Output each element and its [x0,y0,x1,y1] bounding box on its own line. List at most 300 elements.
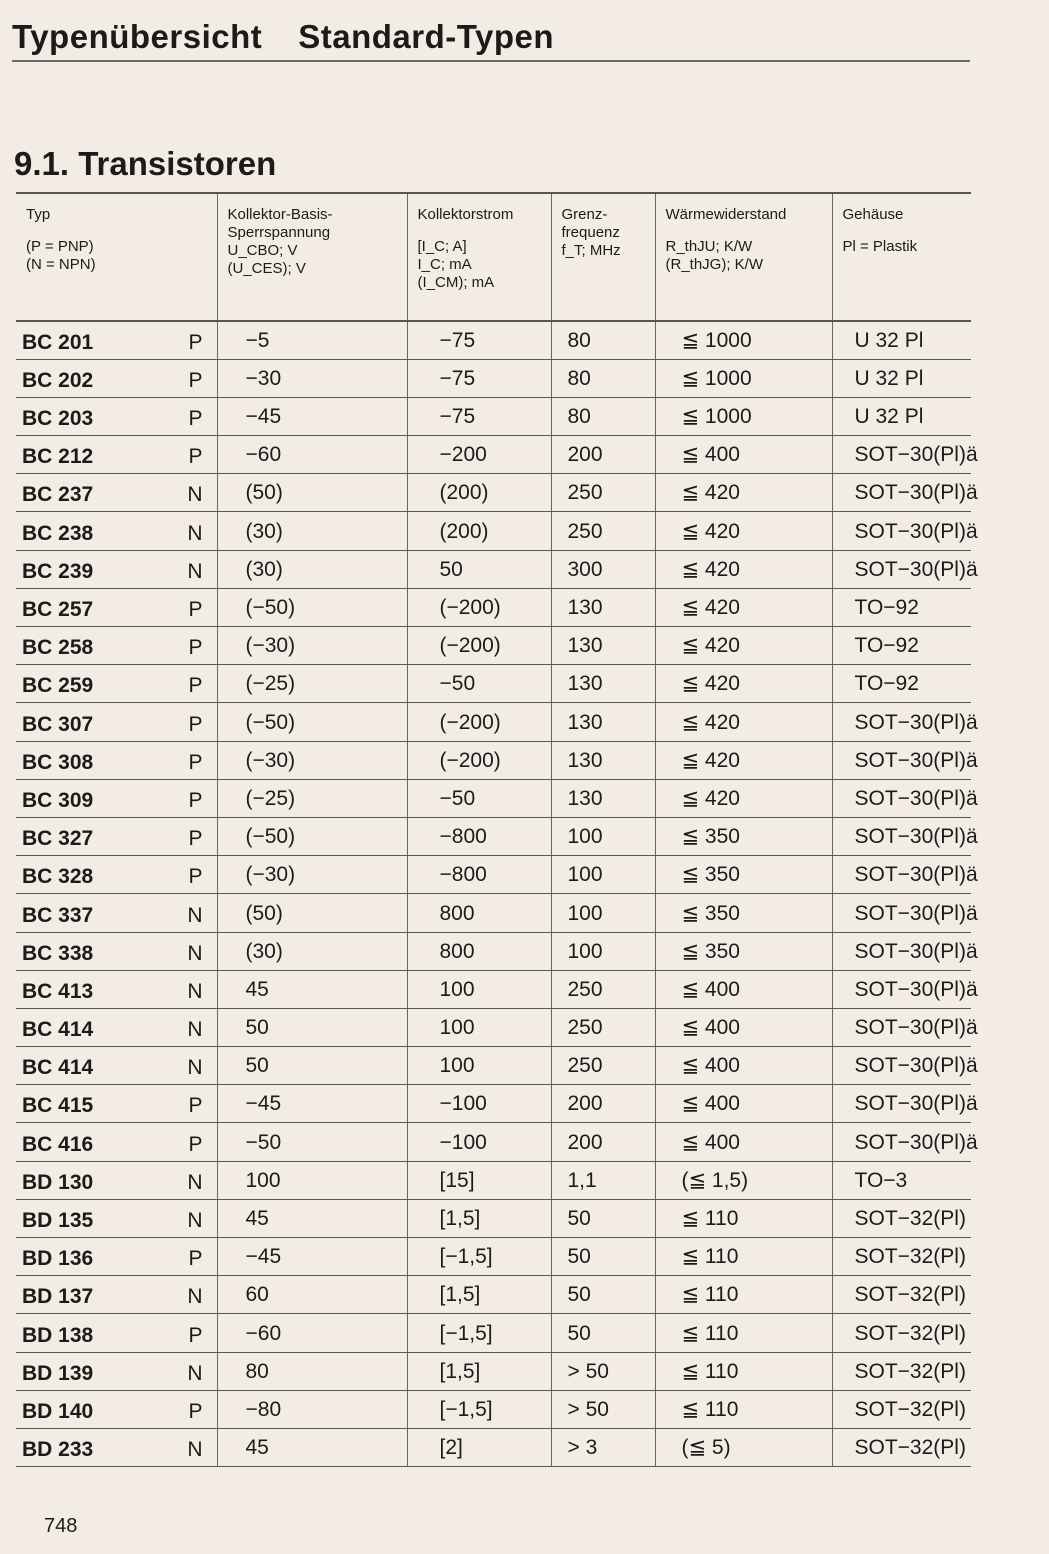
cell-rth [655,321,832,359]
cell-ic [407,894,551,932]
housing-value: SOT−30(Pl)ä [854,901,978,925]
table-row [16,1352,971,1390]
ft-value: 130 [567,672,603,696]
polarity: N [187,1361,203,1385]
ic-value: −50 [439,786,476,810]
page-header [12,18,970,56]
section-title: 9.1. Transistoren [14,145,277,182]
cell-type [16,1161,217,1199]
cell-ft [551,1123,655,1161]
cell-ic [407,1276,551,1314]
ic-value: −100 [439,1092,487,1116]
table-row [16,436,971,474]
cell-ic [407,1199,551,1237]
ic-value: 100 [439,977,475,1001]
cell-housing [832,1314,971,1352]
vcbo-value: −45 [245,1092,282,1116]
ic-value: −75 [439,366,476,390]
cell-type [16,1047,217,1085]
cell-housing [832,894,978,932]
rth-value: ≦ 420 [681,786,740,810]
table-row [16,779,971,817]
type-name: BC 413 [22,979,94,1003]
rth-value: ≦ 420 [681,672,740,696]
cell-housing [832,1161,971,1199]
ft-value: 100 [567,863,603,887]
table-row [16,1390,971,1428]
cell-ft [551,1047,655,1085]
rth-value: ≦ 110 [681,1207,739,1230]
cell-ic [407,474,551,512]
cell-housing [832,474,978,512]
polarity: P [188,1323,203,1347]
cell-vcbo [217,1008,407,1046]
cell-type [16,627,217,665]
type-name: BC 257 [22,598,94,621]
rth-value: ≦ 110 [681,1397,739,1421]
cell-ic [407,1428,551,1466]
transistor-table [16,192,978,1467]
cell-housing [832,779,978,817]
ic-value: −800 [439,863,487,887]
cell-vcbo [217,1352,407,1390]
vcbo-value: −45 [245,1245,282,1269]
cell-ic [407,588,551,626]
type-name: BD 138 [22,1323,94,1347]
vcbo-value: 45 [245,1436,269,1460]
ic-value: (−200) [439,634,501,658]
polarity: N [187,1056,203,1080]
cell-ft [551,321,655,359]
rth-value: ≦ 350 [681,825,740,849]
cell-type [16,474,217,512]
cell-ic [407,1314,551,1352]
housing-value: U 32 Pl [854,328,924,352]
ic-value: 100 [439,1054,475,1078]
polarity: P [188,330,203,354]
polarity: N [187,1285,203,1309]
ft-value: 50 [567,1207,591,1230]
cell-rth [655,1428,832,1466]
cell-housing [832,436,978,474]
ft-value: 250 [567,1016,603,1040]
cell-ic [407,397,551,435]
vcbo-value: (−25) [245,672,296,696]
rth-value: ≦ 350 [681,863,740,887]
cell-vcbo [217,1390,407,1428]
cell-ft [551,550,655,588]
housing-value: SOT−30(Pl)ä [854,863,978,887]
cell-ft [551,1352,655,1390]
cell-type [16,856,217,894]
rth-value: ≦ 350 [681,901,740,925]
rth-value: ≦ 110 [681,1321,739,1345]
vcbo-value: (−30) [245,634,296,658]
type-name: BC 237 [22,483,94,507]
cell-ic [407,1123,551,1161]
polarity: P [188,1399,203,1423]
cell-housing [832,588,971,626]
cell-housing [832,1199,971,1237]
vcbo-value: −5 [245,328,270,352]
ft-value: 130 [567,710,603,734]
cell-ic [407,741,551,779]
cell-rth [655,1390,832,1428]
polarity: P [188,1247,203,1271]
vcbo-value: (50) [245,481,283,505]
cell-rth [655,1352,832,1390]
ft-value: > 50 [567,1359,609,1383]
cell-vcbo [217,397,407,435]
polarity: P [188,598,203,621]
cell-ft [551,665,655,703]
cell-ft [551,779,655,817]
housing-value: SOT−30(Pl)ä [854,939,978,963]
rth-value: ≦ 420 [681,596,740,619]
cell-housing [832,932,978,970]
table-row [16,550,971,588]
cell-type [16,1276,217,1314]
ic-value: −800 [439,825,487,849]
rth-value: (≦ 5) [681,1436,731,1460]
cell-rth [655,1008,832,1046]
ft-value: 250 [567,977,603,1001]
vcbo-value: 45 [245,1207,269,1230]
polarity: P [188,750,203,774]
type-name: BC 238 [22,521,94,545]
rth-value: ≦ 420 [681,710,740,734]
header-right: Standard-Typen [298,18,555,55]
cell-type [16,1123,217,1161]
ic-value: 800 [439,901,475,925]
cell-rth [655,817,832,855]
type-name: BC 328 [22,865,94,889]
cell-ft [551,512,655,550]
cell-housing [832,1047,978,1085]
table-row [16,1428,971,1466]
cell-ft [551,588,655,626]
cell-housing [832,1238,971,1276]
col-header-type: Typ (P = PNP) (N = NPN) [16,193,217,321]
cell-vcbo [217,436,407,474]
cell-rth [655,1161,832,1199]
type-name: BD 233 [22,1438,94,1462]
rth-value: ≦ 110 [681,1283,739,1307]
cell-ft [551,1238,655,1276]
housing-value: SOT−30(Pl)ä [854,786,978,810]
vcbo-value: (−50) [245,710,296,734]
housing-value: U 32 Pl [854,405,924,429]
housing-value: SOT−32(Pl) [854,1283,966,1307]
cell-vcbo [217,550,407,588]
polarity: N [187,1438,203,1462]
ft-value: > 50 [567,1397,609,1421]
ic-value: −100 [439,1130,487,1154]
cell-ft [551,817,655,855]
cell-rth [655,856,832,894]
cell-vcbo [217,1085,407,1123]
cell-vcbo [217,474,407,512]
vcbo-value: (30) [245,557,283,581]
type-name: BC 415 [22,1094,94,1118]
ft-value: 200 [567,1130,603,1154]
cell-vcbo [217,1238,407,1276]
housing-value: U 32 Pl [854,366,924,390]
cell-ft [551,1199,655,1237]
cell-type [16,1238,217,1276]
polarity: N [187,483,203,507]
vcbo-value: (−50) [245,596,296,619]
ft-value: 250 [567,1054,603,1078]
cell-vcbo [217,359,407,397]
cell-ft [551,703,655,741]
cell-ft [551,359,655,397]
polarity: P [188,1132,203,1156]
cell-ft [551,627,655,665]
rth-value: ≦ 420 [681,557,740,581]
cell-housing [832,970,978,1008]
polarity: N [187,1018,203,1042]
cell-ic [407,627,551,665]
vcbo-value: 50 [245,1016,269,1040]
cell-ft [551,856,655,894]
polarity: N [187,941,203,965]
cell-vcbo [217,817,407,855]
type-name: BD 130 [22,1170,94,1194]
cell-type [16,703,217,741]
table-row [16,1085,971,1123]
page-number: 748 [44,1515,78,1537]
ft-value: 130 [567,748,603,772]
ic-value: [1,5] [439,1283,481,1307]
ft-value: 130 [567,596,603,619]
cell-type [16,1199,217,1237]
vcbo-value: −80 [245,1397,282,1421]
polarity: P [188,368,203,392]
cell-ft [551,932,655,970]
ft-value: 250 [567,481,603,505]
cell-vcbo [217,741,407,779]
table-body [16,321,978,1467]
ft-value: > 3 [567,1436,598,1460]
vcbo-value: (−30) [245,863,296,887]
cell-ft [551,1161,655,1199]
housing-value: SOT−30(Pl)ä [854,748,978,772]
cell-housing [832,627,971,665]
housing-value: SOT−32(Pl) [854,1359,966,1383]
vcbo-value: (−25) [245,786,296,810]
table-row [16,1008,971,1046]
ic-value: 800 [439,939,475,963]
cell-housing [832,512,978,550]
cell-housing [832,1085,978,1123]
vcbo-value: 60 [245,1283,269,1307]
housing-value: SOT−30(Pl)ä [854,519,978,543]
ic-value: [1,5] [439,1207,481,1230]
cell-type [16,779,217,817]
polarity: P [188,712,203,736]
cell-type [16,512,217,550]
cell-ft [551,741,655,779]
cell-ft [551,397,655,435]
col-header-housing: Gehäuse Pl = Plastik [832,193,971,321]
vcbo-value: −30 [245,366,282,390]
cell-vcbo [217,932,407,970]
cell-ic [407,665,551,703]
ic-value: −50 [439,672,476,696]
polarity: N [187,521,203,545]
cell-housing [832,665,971,703]
cell-rth [655,512,832,550]
cell-rth [655,588,832,626]
polarity: N [187,979,203,1003]
cell-type [16,665,217,703]
cell-rth [655,1238,832,1276]
cell-ft [551,474,655,512]
cell-ic [407,1085,551,1123]
cell-vcbo [217,1314,407,1352]
header-rule [12,60,970,62]
housing-value: SOT−30(Pl)ä [854,443,978,467]
vcbo-value: 45 [245,977,269,1001]
table-row [16,932,971,970]
cell-ic [407,550,551,588]
cell-housing [832,741,978,779]
cell-rth [655,970,832,1008]
type-name: BC 201 [22,330,94,354]
cell-type [16,397,217,435]
table-row [16,1161,971,1199]
cell-vcbo [217,1047,407,1085]
housing-value: SOT−30(Pl)ä [854,1016,978,1040]
rth-value: ≦ 110 [681,1359,739,1383]
cell-rth [655,436,832,474]
type-name: BC 414 [22,1018,94,1042]
cell-type [16,321,217,359]
table-row [16,894,971,932]
vcbo-value: (−50) [245,825,296,849]
vcbo-value: (−30) [245,748,296,772]
ft-value: 80 [567,405,591,429]
table-row [16,512,971,550]
table-row [16,1047,971,1085]
vcbo-value: 80 [245,1359,269,1383]
cell-type [16,1390,217,1428]
table-row [16,359,971,397]
cell-ic [407,359,551,397]
vcbo-value: −60 [245,443,282,467]
housing-value: SOT−30(Pl)ä [854,1130,978,1154]
rth-value: ≦ 1000 [681,405,752,429]
table-row [16,1238,971,1276]
cell-type [16,1085,217,1123]
vcbo-value: (30) [245,519,283,543]
rth-value: ≦ 400 [681,1016,740,1040]
cell-type [16,359,217,397]
type-name: BC 414 [22,1056,94,1080]
table-header [16,193,971,321]
cell-housing [832,856,978,894]
cell-rth [655,1047,832,1085]
cell-ic [407,512,551,550]
cell-ic [407,1047,551,1085]
cell-ic [407,1352,551,1390]
cell-rth [655,779,832,817]
type-name: BC 212 [22,445,94,469]
vcbo-value: −60 [245,1321,282,1345]
type-name: BD 135 [22,1209,94,1232]
housing-value: SOT−30(Pl)ä [854,1092,978,1116]
ft-value: 250 [567,519,603,543]
cell-rth [655,627,832,665]
ft-value: 100 [567,825,603,849]
cell-vcbo [217,779,407,817]
cell-rth [655,1314,832,1352]
ft-value: 300 [567,557,603,581]
ic-value: (200) [439,481,489,505]
ic-value: 100 [439,1016,475,1040]
cell-housing [832,1123,978,1161]
rth-value: ≦ 420 [681,481,740,505]
ft-value: 130 [567,634,603,658]
cell-vcbo [217,588,407,626]
cell-type [16,1314,217,1352]
table-row [16,856,971,894]
polarity: P [188,865,203,889]
cell-vcbo [217,627,407,665]
ft-value: 100 [567,939,603,963]
cell-vcbo [217,1161,407,1199]
cell-rth [655,703,832,741]
ic-value: −75 [439,328,476,352]
cell-rth [655,665,832,703]
cell-rth [655,359,832,397]
cell-housing [832,817,978,855]
col-header-ft: Grenz- frequenz f_T; MHz [551,193,655,321]
table-row [16,970,971,1008]
cell-housing [832,703,978,741]
polarity: N [187,903,203,927]
table-row [16,397,971,435]
ft-value: 80 [567,328,591,352]
table-row [16,321,971,359]
housing-value: SOT−30(Pl)ä [854,710,978,734]
header-left: Typenübersicht [12,18,263,55]
polarity: N [187,1170,203,1194]
cell-ic [407,703,551,741]
housing-value: SOT−30(Pl)ä [854,481,978,505]
housing-value: SOT−30(Pl)ä [854,825,978,849]
housing-value: SOT−32(Pl) [854,1436,966,1460]
cell-rth [655,1123,832,1161]
cell-housing [832,321,971,359]
cell-rth [655,474,832,512]
housing-value: TO−92 [854,634,919,658]
rth-value: ≦ 110 [681,1245,739,1269]
ic-value: (−200) [439,748,501,772]
type-name: BC 308 [22,750,94,774]
cell-rth [655,932,832,970]
cell-vcbo [217,1199,407,1237]
table-row [16,1314,971,1352]
cell-ft [551,970,655,1008]
cell-type [16,550,217,588]
ft-value: 50 [567,1245,591,1269]
cell-housing [832,397,971,435]
cell-rth [655,1085,832,1123]
cell-housing [832,1008,978,1046]
vcbo-value: −45 [245,405,282,429]
